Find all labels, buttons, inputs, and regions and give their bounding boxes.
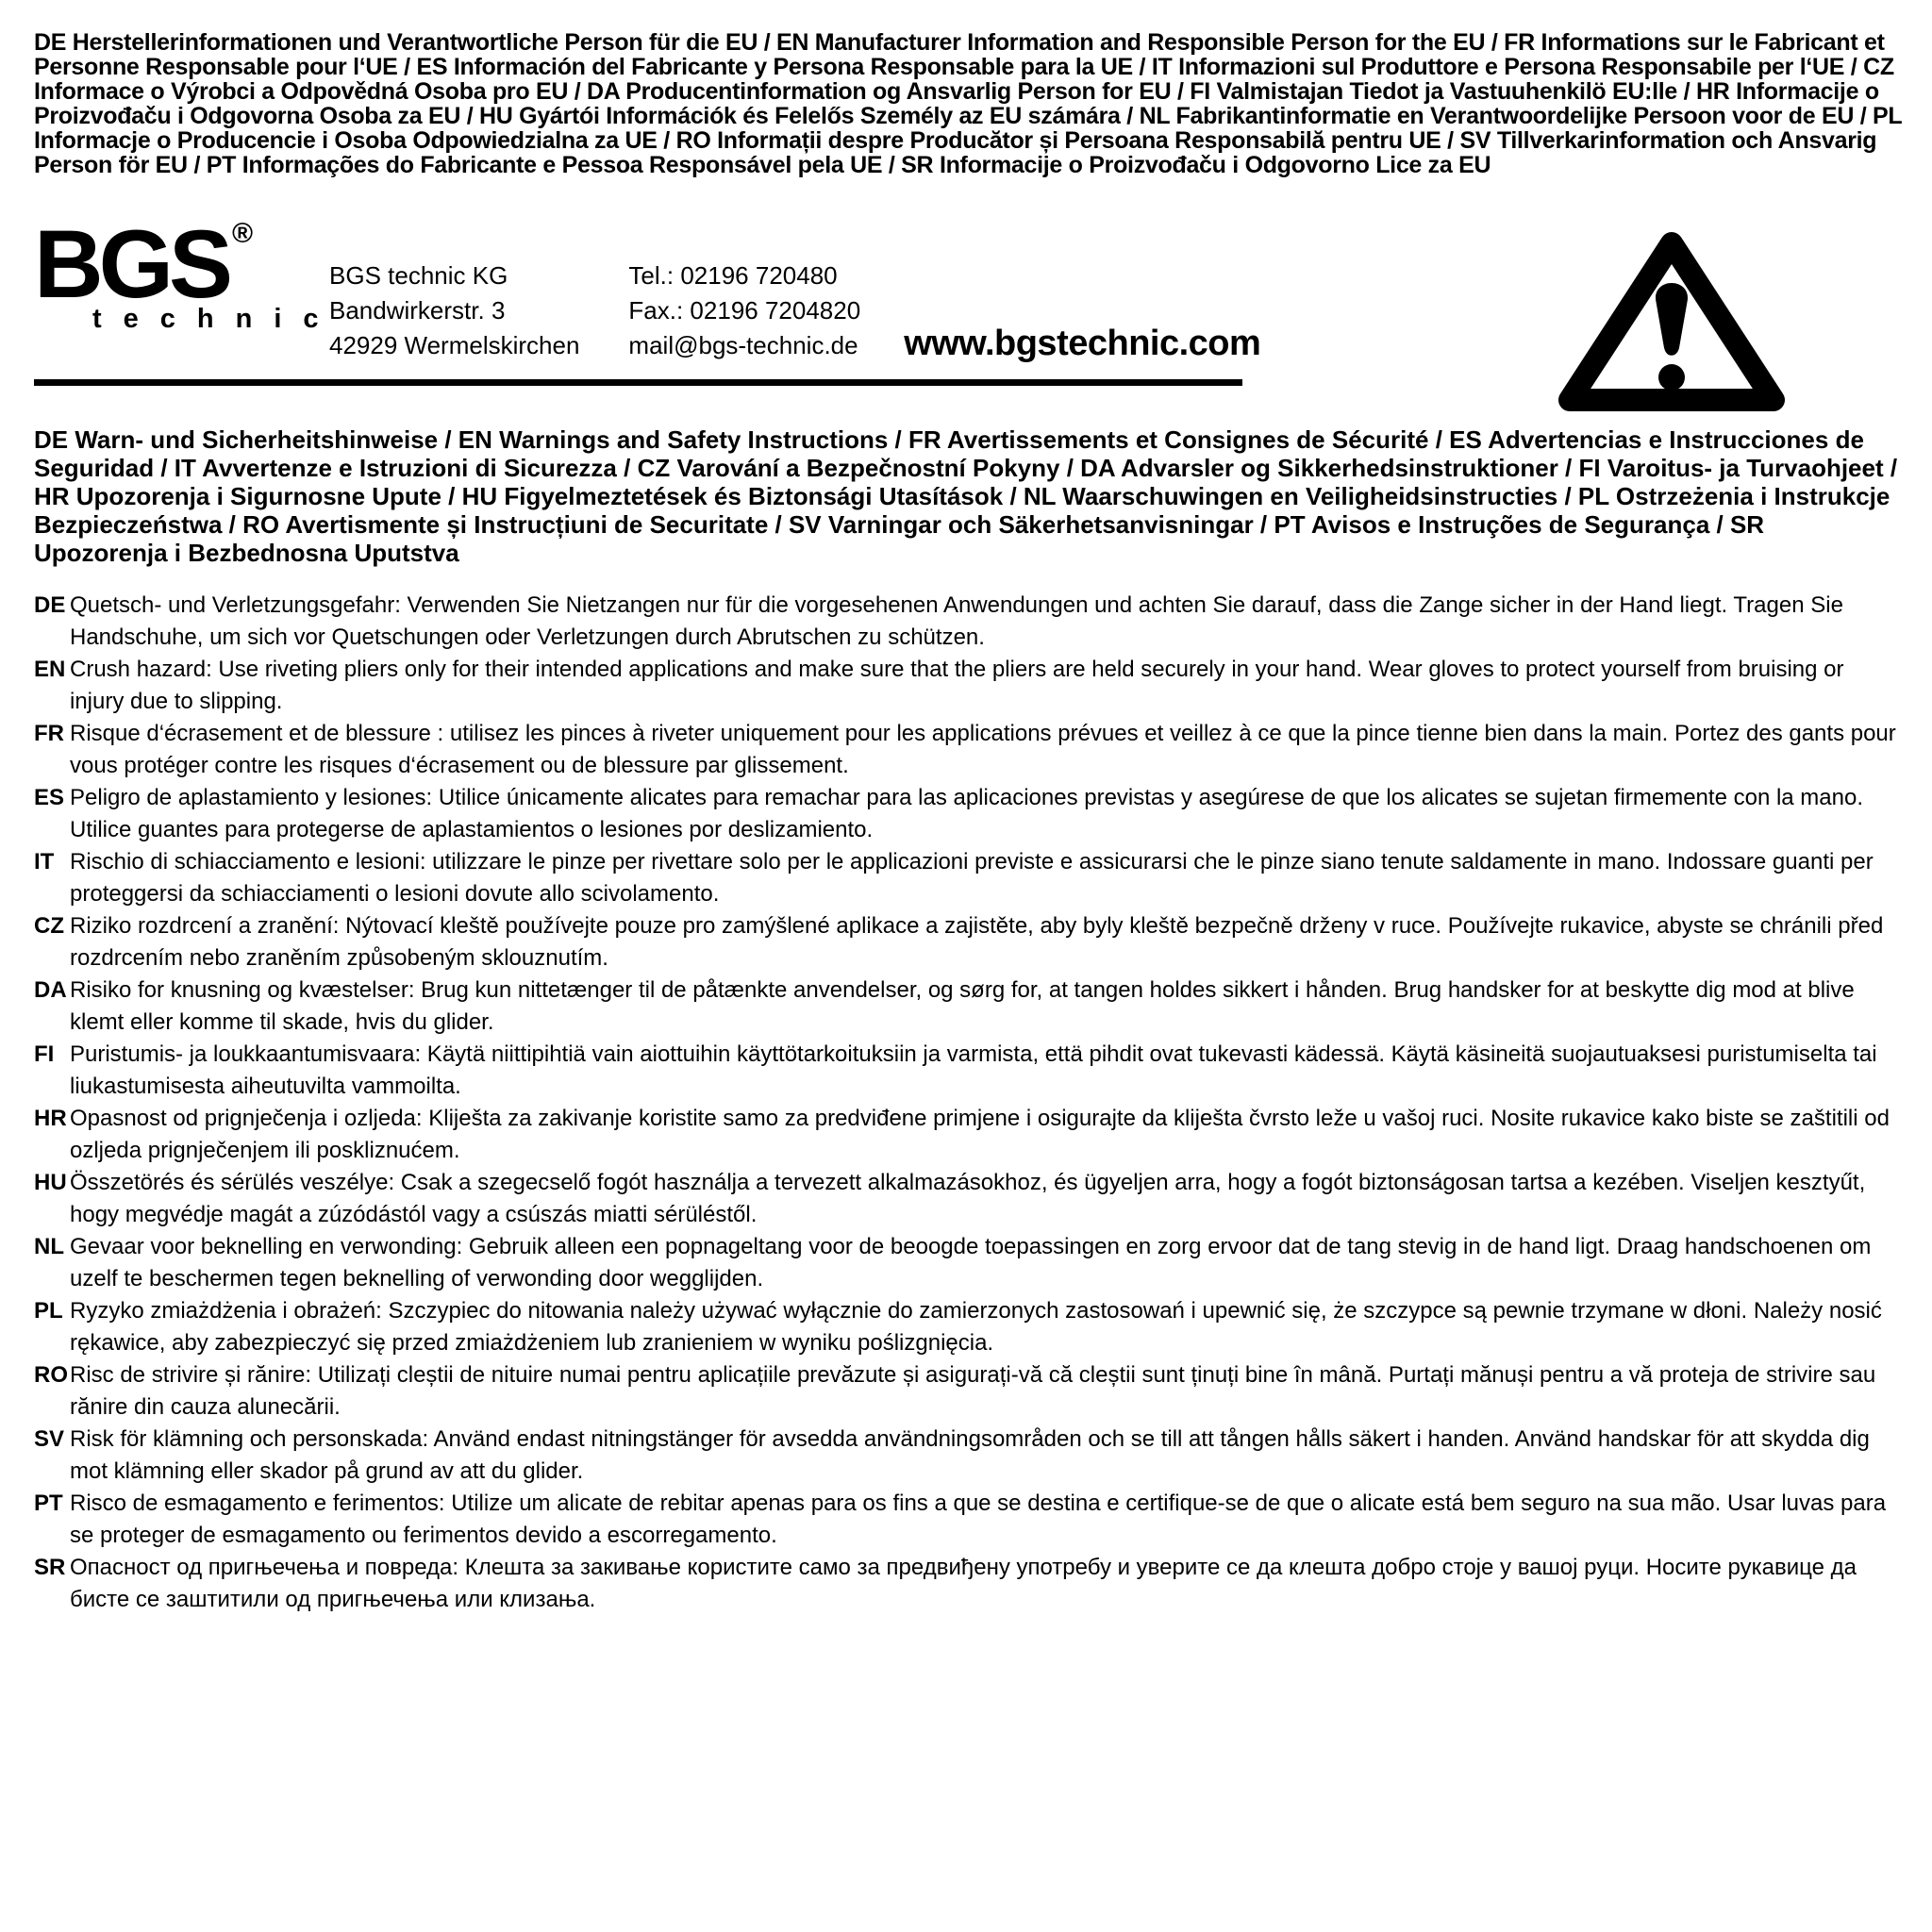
warning-item [34,910,1904,974]
bgs-logo-subtext: technic [92,303,341,334]
warning-item [34,1103,1904,1167]
bgs-logo [34,210,341,335]
warning-text: Puristumis- ja loukkaantumisvaara: Käytä niittipihtiä vain aiottuihin käyttötarkoituksiin ja varmista, että pihdit ovat tukevasti kädessä. Käytä käsineitä suojautuaksesi puristumiselta tai liukastumisesta aiheutuvilta vammoilta. [70,1041,1877,1099]
warning-item [34,654,1904,718]
warning-language-code: PT [34,1491,63,1516]
warning-item [34,1424,1904,1488]
warning-item [34,590,1904,654]
company-name: BGS technic KG [329,261,508,290]
warning-language-code: CZ [34,913,64,939]
company-website: www.bgstechnic.com [904,324,1261,363]
warning-item [34,718,1904,782]
warning-language-code: SV [34,1426,65,1452]
warning-text: Rischio di schiacciamento e lesioni: utilizzare le pinze per rivettare solo per le applicazioni previste e assicurarsi che le pinze siano tenute saldamente in mano. Indossare guanti per proteggersi da schiacciamenti o lesioni dovute allo scivolamento. [70,849,1874,907]
company-address [329,258,579,363]
warning-language-code: DA [34,977,67,1003]
warning-language-code: ES [34,785,65,810]
warning-text: Опасност од пригњечења и повреда: Клешта за закивање користите само за предвиђену употребу и уверите се да клешта добро стоје у вашој руци. Носите рукавице да бисте се заштитили од пригњечења или клизања. [70,1555,1857,1612]
warning-text: Crush hazard: Use riveting pliers only for their intended applications and make sure that the pliers are held securely in your hand. Wear gloves to protect yourself from bruising or injury due to slipping. [70,657,1844,714]
warning-text: Opasnost od prignječenja i ozljeda: Kliješta za zakivanje koristite samo za predviđene primjene i osigurajte da kliješta čvrsto leže u vašoj ruci. Nosite rukavice kako biste se zaštitili od ozljeda prignječenjem ili poskliznućem. [70,1106,1890,1163]
warning-language-code: HU [34,1170,67,1195]
warning-text: Risque d‘écrasement et de blessure : utilisez les pinces à riveter uniquement pour les applications prévues et veillez à ce que la pince tienne bien dans la main. Portez des gants pour vous protéger contre les risques d‘écrasement ou de blessure par glissement. [70,721,1896,778]
warning-triangle-icon [1553,225,1790,422]
warning-item [34,974,1904,1039]
warning-item [34,1488,1904,1552]
warning-language-code: NL [34,1234,64,1259]
warning-text: Risco de esmagamento e ferimentos: Utilize um alicate de rebitar apenas para os fins a que se destina e certifique-se de que o alicate está bem seguro na sua mão. Usar luvas para se proteger de esmagamento ou ferimentos devido a escorregamento. [70,1491,1887,1548]
warning-text: Risiko for knusning og kvæstelser: Brug kun nittetænger til de påtænkte anvendelser, og sørg for, at tangen holdes sikkert i hånden. Brug handsker for at beskytte dig mod at blive klemt eller komme til skade, hvis du glider. [70,977,1855,1035]
warning-item [34,1295,1904,1359]
bgs-logo-wordmark [34,210,322,318]
warning-language-code: SR [34,1555,66,1580]
warning-item [34,782,1904,846]
company-city: 42929 Wermelskirchen [329,331,580,359]
company-street: Bandwirkerstr. 3 [329,296,506,325]
company-tel: Tel.: 02196 720480 [628,261,838,290]
company-email: mail@bgs-technic.de [628,331,858,359]
brand-row [34,210,1904,364]
warning-text: Quetsch- und Verletzungsgefahr: Verwenden Sie Nietzangen nur für die vorgesehenen Anwendungen und achten Sie darauf, dass die Zange sicher in der Hand liegt. Tragen Sie Handschuhe, um sich vor Quetschungen oder Verletzungen durch Abrutschen zu schützen. [70,592,1843,650]
company-fax: Fax.: 02196 7204820 [628,296,861,325]
warning-item [34,1231,1904,1295]
horizontal-rule [34,379,1242,386]
warning-text: Risk för klämning och personskada: Använd endast nitningstänger för avsedda användningsområden och se till att tången hålls säkert i handen. Använd handskar för att skydda dig mot klämning eller skador på grund av att du glider. [70,1426,1870,1484]
manufacturer-header: DE Herstellerinformationen und Verantwortliche Person für die EU / EN Manufacturer Information and Responsible Person for the EU / FR Informations sur le Fabricant et Personne Responsable pour l‘UE / ES Información del Fabricante y Persona Responsable para la UE / IT Informazioni sul Produttore e Persona Responsabile per l‘UE / CZ Informace o Výrobci a Odpovědná Osoba pro EU / DA Producentinformation og Ansvarlig Person for EU / FI Valmistajan Tiedot ja Vastuuhenkilö EU:lle / HR Informacije o Proizvođaču i Odgovorna Osoba za EU / HU Gyártói Információk és Felelős Személy az EU számára / NL Fabrikantinformatie en Verantwoordelijke Persoon voor de EU / PL Informacje o Producencie i Osoba Odpowiedzialna za UE / RO Informații despre Producător și Persoana Responsabilă pentru UE / SV Tillverkarinformation och Ansvarig Person för EU / PT Informações do Fabricante e Pessoa Responsável pela UE / SR Informacije o Proizvođaču i Odgovorno Lice za EU [34,29,1902,178]
warnings-list [34,590,1904,1616]
warning-text: Risc de strivire și rănire: Utilizați cleștii de nituire numai pentru aplicațiile prevăzute și asigurați-vă că cleștii sunt ținuți bine în mână. Purtați mănuși pentru a vă proteja de strivire sau rănire din cauza alunecării. [70,1362,1876,1420]
warning-item [34,1552,1904,1616]
company-contact [628,258,860,363]
warning-item [34,1167,1904,1231]
warning-item [34,1039,1904,1103]
registered-trademark-icon: ® [232,218,254,249]
warning-language-code: IT [34,849,55,874]
warning-language-code: PL [34,1298,63,1324]
warnings-header: DE Warn- und Sicherheitshinweise / EN Warnings and Safety Instructions / FR Avertissements et Consignes de Sécurité / ES Advertencias e Instrucciones de Seguridad / IT Avvertenze e Istruzioni di Sicurezza / CZ Varování a Bezpečnostní Pokyny / DA Advarsler og Sikkerhedsinstruktioner / FI Varoitus- ja Turvaohjeet / HR Upozorenja i Sigurnosne Upute / HU Figyelmeztetések és Biztonsági Utasítások / NL Waarschuwingen en Veiligheidsinstructies / PL Ostrzeżenia i Instrukcje Bezpieczeństwa / RO Avertismente și Instrucțiuni de Securitate / SV Varningar och Säkerhetsanvisningar / PT Avisos e Instruções de Segurança / SR Upozorenja i Bezbednosna Uputstva [34,425,1898,567]
warning-item [34,1359,1904,1424]
warning-item [34,846,1904,910]
bgs-logo-text: BGS [34,210,229,318]
warning-language-code: FI [34,1041,55,1067]
warning-language-code: HR [34,1106,67,1131]
warning-language-code: RO [34,1362,68,1388]
warning-text: Ryzyko zmiażdżenia i obrażeń: Szczypiec do nitowania należy używać wyłącznie do zamierzonych zastosowań i upewnić się, że szczypce są pewnie trzymane w dłoni. Należy nosić rękawice, aby zabezpieczyć się przed zmiażdżeniem lub zranieniem w wyniku poślizgnięcia. [70,1298,1882,1356]
warning-language-code: FR [34,721,64,746]
warning-text: Peligro de aplastamiento y lesiones: Utilice únicamente alicates para remachar para las aplicaciones previstas y asegúrese de que los alicates se sujetan firmemente con la mano. Utilice guantes para protegerse de aplastamientos o lesiones por deslizamiento. [70,785,1864,842]
warning-language-code: DE [34,592,66,618]
warning-language-code: EN [34,657,66,682]
warning-text: Riziko rozdrcení a zranění: Nýtovací kleště používejte pouze pro zamýšlené aplikace a zajistěte, aby byly kleště bezpečně drženy v ruce. Používejte rukavice, abyste se chránili před rozdrcením nebo zraněním způsobeným sklouznutím. [70,913,1884,971]
warning-text: Gevaar voor beknelling en verwonding: Gebruik alleen een popnageltang voor de beoogde toepassingen en zorg ervoor dat de tang stevig in de hand ligt. Draag handschoenen om uzelf te beschermen tegen beknelling of verwonding door wegglijden. [70,1234,1872,1291]
warning-text: Összetörés és sérülés veszélye: Csak a szegecselő fogót használja a tervezett alkalmazásokhoz, és ügyeljen arra, hogy a fogót biztonságosan tartsa a kezében. Viseljen kesztyűt, hogy megvédje magát a zúzódástól vagy a csúszás miatti sérüléstől. [70,1170,1866,1227]
